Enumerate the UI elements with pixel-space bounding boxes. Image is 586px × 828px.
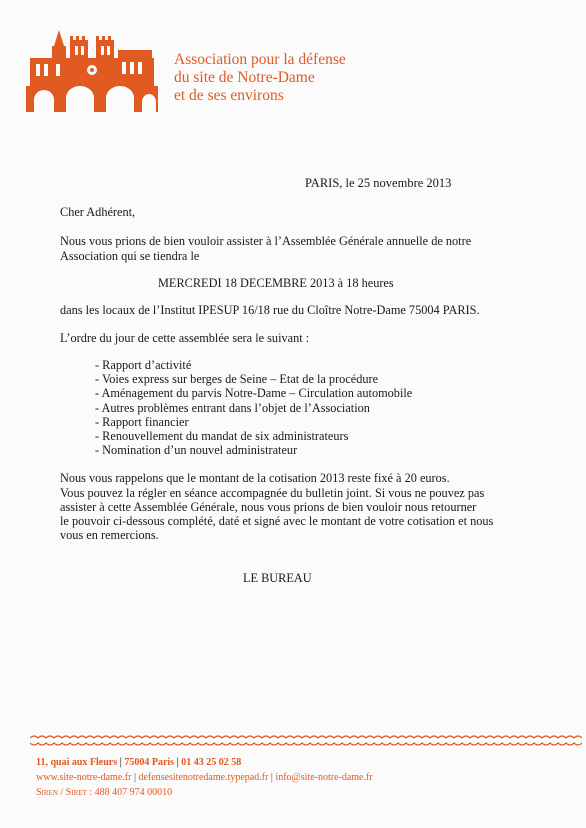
wave-divider-icon bbox=[30, 733, 582, 747]
meeting-date: MERCREDI 18 DECEMBRE 2013 à 18 heures bbox=[158, 276, 394, 290]
org-line-3: et de ses environs bbox=[174, 87, 284, 104]
footer-siren: Siren / Siret : 488 407 974 00010 bbox=[36, 787, 173, 798]
email-link[interactable]: info@site-notre-dame.fr bbox=[275, 772, 373, 783]
agenda-intro: L’ordre du jour de cette assemblée sera le suivant : bbox=[60, 331, 310, 345]
footer-address bbox=[36, 757, 241, 768]
notre-dame-logo-icon bbox=[26, 26, 158, 112]
intro-line-2: Association qui se tiendra le bbox=[60, 249, 200, 263]
footer-separator: | bbox=[119, 757, 125, 768]
agenda-item: - Rapport financier bbox=[95, 414, 189, 429]
closing-line-4: le pouvoir ci-dessous complété, daté et signé avec le montant de votre cotisation et nous bbox=[60, 514, 494, 528]
intro-line-1: Nous vous prions de bien vouloir assister à l’Assemblée Générale annuelle de notre bbox=[60, 234, 472, 248]
agenda-item: - Aménagement du parvis Notre-Dame – Circulation automobile bbox=[95, 386, 413, 401]
agenda-item: - Nomination d’un nouvel administrateur bbox=[95, 443, 298, 458]
footer-street: 11, quai aux Fleurs bbox=[36, 757, 118, 768]
agenda-item: - Autres problèmes entrant dans l’objet de l’Association bbox=[95, 400, 370, 415]
org-line-2: du site de Notre-Dame bbox=[174, 69, 315, 86]
letter-date: PARIS, le 25 novembre 2013 bbox=[305, 176, 452, 190]
closing-line-5: vous en remercions. bbox=[60, 528, 159, 542]
salutation: Cher Adhérent, bbox=[60, 205, 136, 219]
footer-separator: | bbox=[270, 772, 276, 783]
footer-city: 75004 Paris bbox=[124, 757, 175, 768]
closing-line-1: Nous vous rappelons que le montant de la cotisation 2013 reste fixé à 20 euros. bbox=[60, 471, 450, 485]
closing-line-2: Vous pouvez la régler en séance accompagnée du bulletin joint. Si vous ne pouvez pas bbox=[60, 486, 485, 500]
closing-line-3: assister à cette Assemblée Générale, nous vous prions de bien vouloir nous retourner bbox=[60, 500, 477, 514]
agenda-item: - Rapport d’activité bbox=[95, 358, 192, 372]
footer-links bbox=[36, 772, 373, 783]
signature: LE BUREAU bbox=[243, 571, 312, 585]
footer-separator: | bbox=[176, 757, 182, 768]
organization-name bbox=[174, 51, 346, 105]
blog-link[interactable]: defensesitenotredame.typepad.fr bbox=[138, 772, 269, 783]
agenda-list bbox=[95, 358, 412, 457]
agenda-item: - Renouvellement du mandat de six administrateurs bbox=[95, 429, 349, 444]
footer-phone: 01 43 25 02 58 bbox=[181, 757, 242, 768]
footer-separator: | bbox=[133, 772, 139, 783]
meeting-location: dans les locaux de l’Institut IPESUP 16/18 rue du Cloître Notre-Dame 75004 PARIS. bbox=[60, 303, 480, 317]
agenda-item: - Voies express sur berges de Seine – Etat de la procédure bbox=[95, 372, 379, 387]
org-line-1: Association pour la défense bbox=[174, 51, 346, 68]
website-link[interactable]: www.site-notre-dame.fr bbox=[36, 772, 132, 783]
